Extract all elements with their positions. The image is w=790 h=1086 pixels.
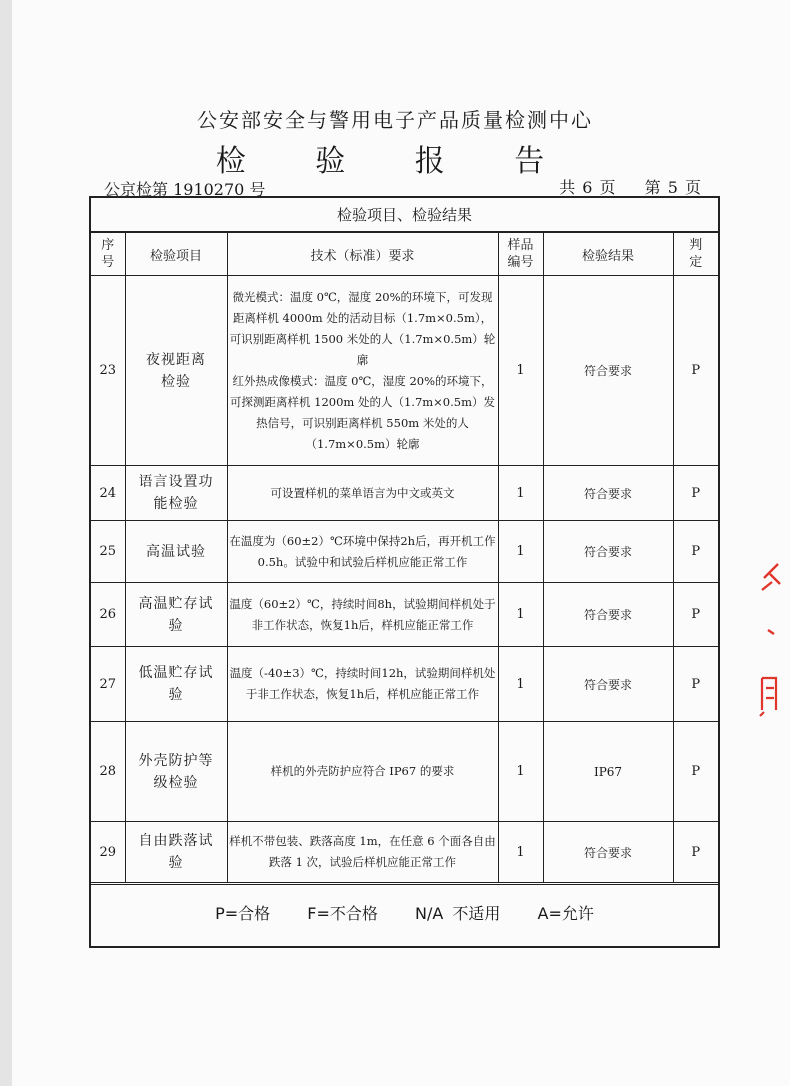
row-requirement: 可设置样机的菜单语言为中文或英文 [227, 466, 498, 521]
row-no: 25 [91, 521, 125, 583]
row-item-label: 外壳防护等级检验 [138, 752, 214, 791]
red-seal-fragment [758, 560, 784, 730]
row-item-label: 低温贮存试验 [138, 665, 214, 703]
table-header-row [91, 233, 718, 276]
report-number: 公京检第 1910270 号 [104, 180, 266, 199]
row-judge: P [673, 466, 718, 521]
row-result: 符合要求 [543, 822, 673, 883]
row-item-label: 夜视距离检验 [146, 351, 206, 390]
row-requirement: 温度（60±2）℃，持续时间8h，试验期间样机处于非工作状态，恢复1h后，样机应能正常工作 [227, 583, 498, 647]
row-requirement: 样机的外壳防护应符合 IP67 的要求 [227, 722, 498, 822]
row-item-label: 语言设置功能检验 [138, 474, 214, 512]
row-result: 符合要求 [543, 583, 673, 647]
row-judge: P [673, 647, 718, 722]
col-sample-label: 样品编号 [507, 238, 534, 270]
row-item [125, 647, 227, 722]
table-row [91, 276, 718, 466]
row-result: 符合要求 [543, 466, 673, 521]
report-table-frame [89, 196, 720, 948]
row-sample: 1 [498, 521, 543, 583]
row-judge: P [673, 521, 718, 583]
row-requirement: 微光模式：温度 0℃，湿度 20%的环境下，可发现距离样机 4000m 处的活动目标（1.7m×0.5m），可识别距离样机 1500 米处的人（1.7m×0.5m）轮廓 红外热成像模式：温度 0℃，湿度 20%的环境下，可探测距离样机 1200m 处的人（1.7m×0.5m）发热信号，可识别距离样机 550m 米处的人（1.7m×0.5m）轮廓 [227, 276, 498, 466]
col-judge-label: 判定 [689, 238, 703, 270]
row-item [125, 276, 227, 466]
doc-title: 检 验 报 告 [215, 144, 575, 179]
row-result: 符合要求 [543, 276, 673, 466]
col-seq-label: 序号 [101, 238, 115, 270]
row-result: 符合要求 [543, 521, 673, 583]
col-result-header: 检验结果 [543, 233, 673, 276]
legend-na: N/A 不适用 [415, 904, 501, 923]
row-item [125, 722, 227, 822]
row-item-label: 高温贮存试验 [138, 595, 214, 634]
table-row [91, 583, 718, 647]
row-judge: P [673, 583, 718, 647]
org-title: 公安部安全与警用电子产品质量检测中心 [197, 108, 593, 132]
row-item-label: 自由跌落试验 [138, 833, 214, 871]
row-no: 26 [91, 583, 125, 647]
row-requirement: 样机不带包装、跌落高度 1m，在任意 6 个面各自由跌落 1 次，试验后样机应能正常工作 [227, 822, 498, 883]
legend [91, 884, 718, 946]
table-row [91, 466, 718, 521]
row-no: 28 [91, 722, 125, 822]
col-sample-header [498, 233, 543, 276]
row-sample: 1 [498, 647, 543, 722]
legend-allow: A=允许 [537, 904, 594, 923]
row-result: 符合要求 [543, 647, 673, 722]
row-no: 23 [91, 276, 125, 466]
results-table [91, 232, 718, 883]
row-sample: 1 [498, 276, 543, 466]
table-row [91, 822, 718, 883]
row-judge: P [673, 722, 718, 822]
col-judge-header [673, 233, 718, 276]
page-current: 第 5 页 [644, 178, 702, 197]
page-total: 共 6 页 [559, 178, 617, 197]
col-item-header: 检验项目 [125, 233, 227, 276]
legend-fail: F=不合格 [307, 904, 378, 923]
row-judge: P [673, 276, 718, 466]
row-item: 高温试验 [125, 521, 227, 583]
row-requirement: 温度（-40±3）℃，持续时间12h，试验期间样机处于非工作状态，恢复1h后，样机应能正常工作 [227, 647, 498, 722]
page-info [553, 175, 702, 198]
row-judge: P [673, 822, 718, 883]
row-item [125, 583, 227, 647]
row-no: 29 [91, 822, 125, 883]
row-requirement: 在温度为（60±2）℃环境中保持2h后，再开机工作0.5h。试验中和试验后样机应能正常工作 [227, 521, 498, 583]
section-title: 检验项目、检验结果 [91, 198, 718, 232]
table-row [91, 722, 718, 822]
row-no: 24 [91, 466, 125, 521]
row-sample: 1 [498, 722, 543, 822]
row-sample: 1 [498, 466, 543, 521]
row-item [125, 466, 227, 521]
col-seq-header [91, 233, 125, 276]
legend-pass: P=合格 [215, 904, 271, 923]
row-result: IP67 [543, 722, 673, 822]
col-requirement-header: 技术（标准）要求 [227, 233, 498, 276]
row-no: 27 [91, 647, 125, 722]
table-row [91, 647, 718, 722]
row-sample: 1 [498, 822, 543, 883]
row-item [125, 822, 227, 883]
row-sample: 1 [498, 583, 543, 647]
table-row [91, 521, 718, 583]
